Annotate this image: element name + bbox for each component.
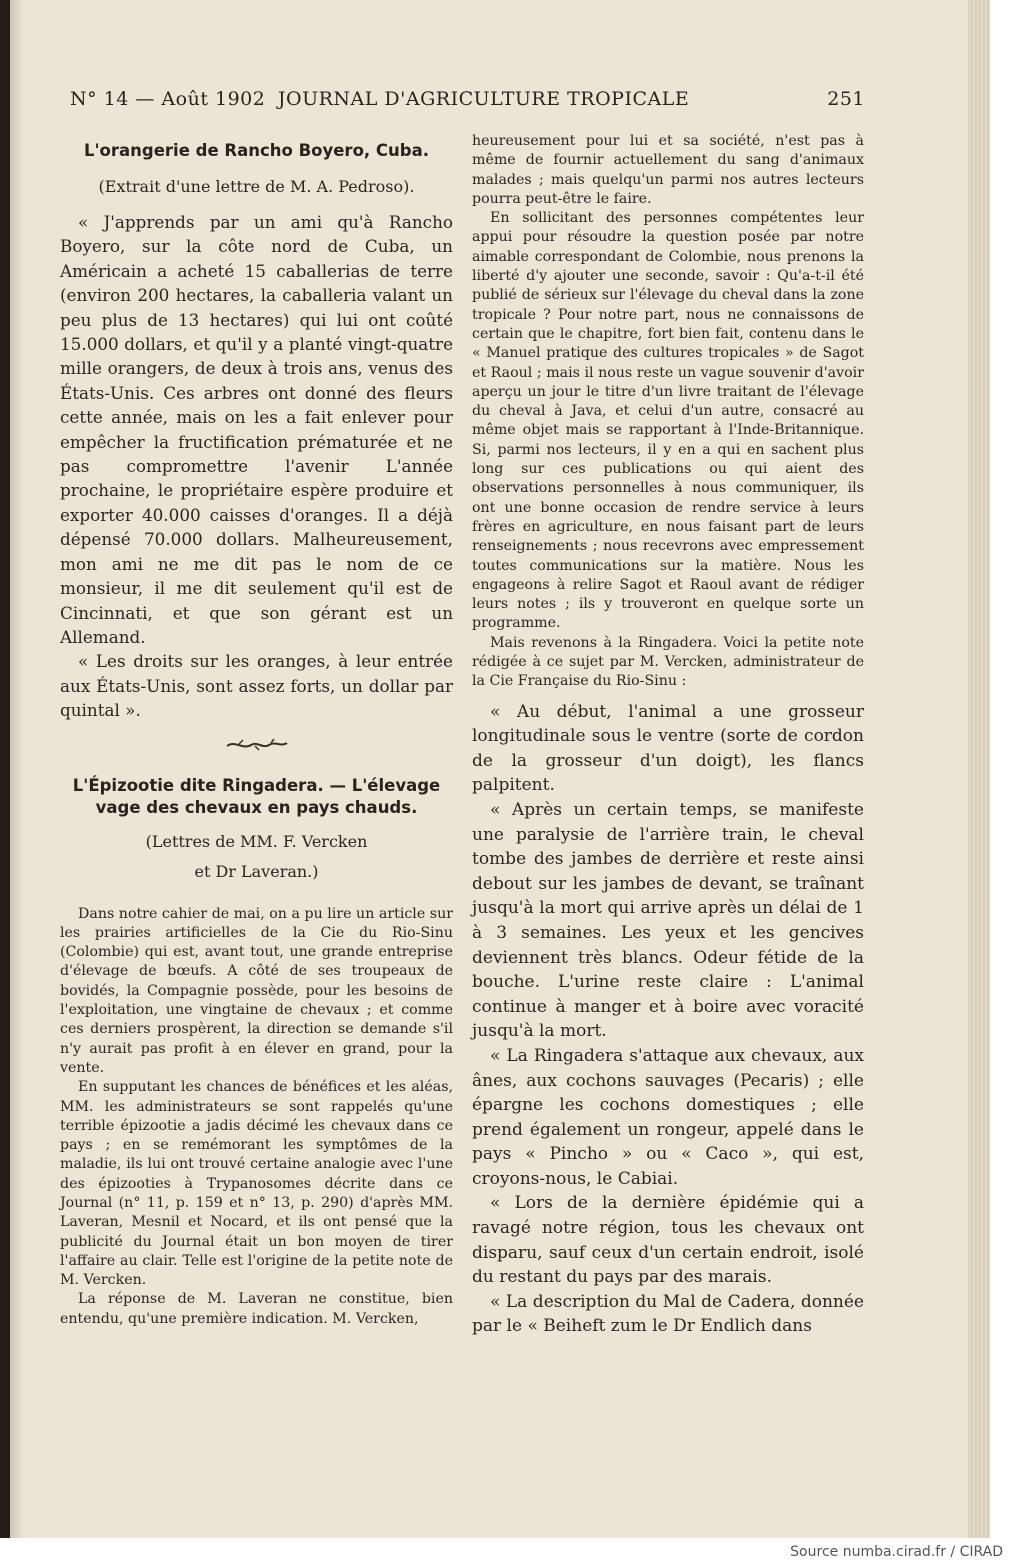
page-gutter-shadow (10, 0, 24, 1538)
article1-paragraph: « Les droits sur les oranges, à leur entrée aux États-Unis, sont assez forts, un dollar par quintal ». (60, 651, 453, 721)
article2-intro-paragraph: En supputant les chances de bénéfices et les aléas, MM. les administrateurs se sont rappelés qu'une terrible épizootie a jadis décimé les chevaux dans ce pays ; en se remémorant les symptômes de la maladie, ils lui ont trouvé certaine analogie avec l'une des épizooties à Trypanosomes décrite dans ce Journal (n° 11, p. 159 et n° 13, p. 290) d'après MM. Laveran, Mesnil et Nocard, et ils ont pensé que la publicité du Journal était un bon moyen de tirer l'affaire au clair. Telle est l'origine de la petite note de M. Vercken. (60, 1079, 453, 1289)
right-column (472, 132, 864, 1339)
vercken-note-paragraph: « La Ringadera s'attaque aux chevaux, aux ânes, aux cochons sauvages (Pecaris) ; elle épargne les cochons domestiques ; elle prend également un rongeur, appelé dans le pays « Pincho » ou « Caco », qui est, croyons-nous, le Cabiai. (472, 1045, 864, 1189)
left-column (60, 132, 453, 1329)
article2-subtitle (60, 827, 453, 887)
vercken-note-paragraph: « Après un certain temps, se manifeste une paralysie de l'arrière train, le cheval tombe des jambes de derrière et reste ainsi debout sur les jambes de devant, se traînant jusqu'à la mort qui arrive après un délai de 1 à 3 semaines. Les yeux et les gencives deviennent très blancs. Odeur fétide de la bouche. L'urine reste claire : L'animal continue à manger et à boire avec voracité jusqu'à la mort. (472, 799, 864, 1042)
issue-label: N° 14 — Août 1902 (70, 88, 266, 110)
vercken-note-paragraph: « Au début, l'animal a une grosseur longitudinale sous le ventre (sorte de cordon de la grosseur d'un doigt), les flancs palpitent. (472, 701, 864, 796)
article2-title-line: vage des chevaux en pays chauds. (95, 797, 418, 817)
scan-dark-edge (0, 0, 10, 1538)
article1-paragraph: « J'apprends par un ami qu'à Rancho Boyero, sur la côte nord de Cuba, un Américain a acheté 15 caballerias de terre (environ 200 hectares, la caballeria valant un peu plus de 13 hectares) qui lui ont coûté 15.000 dollars, et qu'il y a planté vingt-quatre mille orangers, de deux à trois ans, venus des États-Unis. Ces arbres ont donné des fleurs cette année, mais on les a fait enlever pour empêcher la fructification prématurée et ne pas compromettre l'avenir L'année prochaine, le propriétaire espère produire et exporter 40.000 caisses d'oranges. Il a déjà dépensé 70.000 dollars. Malheureusement, mon ami ne me dit pas le nom de ce monsieur, il me dit seulement qu'il est de Cincinnati, et que son gérant est un Allemand. (60, 212, 453, 647)
section-divider-ornament (60, 737, 453, 759)
vine-ornament-icon (225, 737, 289, 753)
editorial-paragraph: En sollicitant des personnes compétentes leur appui pour résoudre la question posée par notre aimable correspondant de Colombie, nous prenons la liberté d'y ajouter une seconde, savoir : Qu'a-t-il été publié de sérieux sur l'élevage du cheval dans la zone tropicale ? Pour notre part, nous ne connaissons de certain que le chapitre, fort bien fait, contenu dans le « Manuel pratique des cultures tropicales » de Sagot et Raoul ; mais il nous reste un vague souvenir d'avoir aperçu un jour le titre d'un livre traitant de l'élevage du cheval à Java, et celui d'un autre, consacré au même objet mais se rapportant à l'Inde-Britannique. Si, parmi nos lecteurs, il y en a qui en sachent plus long sur ces publications ou qui aient des observations personnelles à nous communiquer, ils ont une bonne occasion de rendre service à leurs frères en agriculture, en nous faisant part de leurs renseignements ; nous recevrons avec empressement toutes communications sur la matière. Nous les engageons à relire Sagot et Raoul avant de rédiger leurs notes ; ils y trouveront en quelque sorte un programme. (472, 210, 864, 632)
spacer (472, 692, 864, 700)
vercken-note-paragraph: « La description du Mal de Cadera, donnée par le « Beiheft zum le Dr Endlich dans (472, 1291, 864, 1337)
article2-subtitle-line: (Lettres de MM. F. Vercken (145, 831, 368, 851)
continued-paragraph: heureusement pour lui et sa société, n'est pas à même de fournir actuellement du sang d'animaux malades ; mais quelqu'un parmi nos autres lecteurs pourra peut-être le faire. (472, 133, 864, 207)
article2-intro-paragraph: Dans notre cahier de mai, on a pu lire un article sur les prairies artificielles de la Cie du Rio-Sinu (Colombie) qui est, avant tout, une grande entreprise d'élevage de bœufs. A côté de ses troupeaux de bovidés, la Compagnie possède, pour les besoins de l'exploitation, une vingtaine de chevaux ; et comme ces derniers prospèrent, la direction se demande s'il n'y aurait pas profit à en élever en grand, pour la vente. (60, 905, 453, 1076)
header-left (70, 88, 689, 110)
article2-title (60, 775, 453, 819)
vercken-note-paragraph: « Lors de la dernière épidémie qui a ravagé notre région, tous les chevaux ont disparu, sauf ceux d'un certain endroit, isolé du restant du pays par des marais. (472, 1193, 864, 1288)
article1-title: L'orangerie de Rancho Boyero, Cuba. (83, 141, 429, 160)
journal-name: JOURNAL D'AGRICULTURE TROPICALE (277, 88, 690, 110)
article2-intro-paragraph: La réponse de M. Laveran ne constitue, bien entendu, qu'une première indication. M. Vercken, (60, 1291, 453, 1327)
article2-title-line: L'Épizootie dite Ringadera. — L'élevage (72, 775, 441, 795)
source-credit: Source numba.cirad.fr / CIRAD (790, 1544, 1003, 1560)
editorial-paragraph: Mais revenons à la Ringadera. Voici la petite note rédigée à ce sujet par M. Vercken, administrateur de la Cie Française du Rio-Sinu : (472, 634, 864, 690)
page-edge-stack (968, 0, 990, 1538)
article2-subtitle-line: et Dr Laveran.) (194, 861, 319, 881)
running-header (70, 88, 865, 116)
spacer (60, 897, 453, 905)
article1-subtitle: (Extrait d'une lettre de M. A. Pedroso). (98, 177, 415, 196)
page-number: 251 (827, 88, 865, 110)
